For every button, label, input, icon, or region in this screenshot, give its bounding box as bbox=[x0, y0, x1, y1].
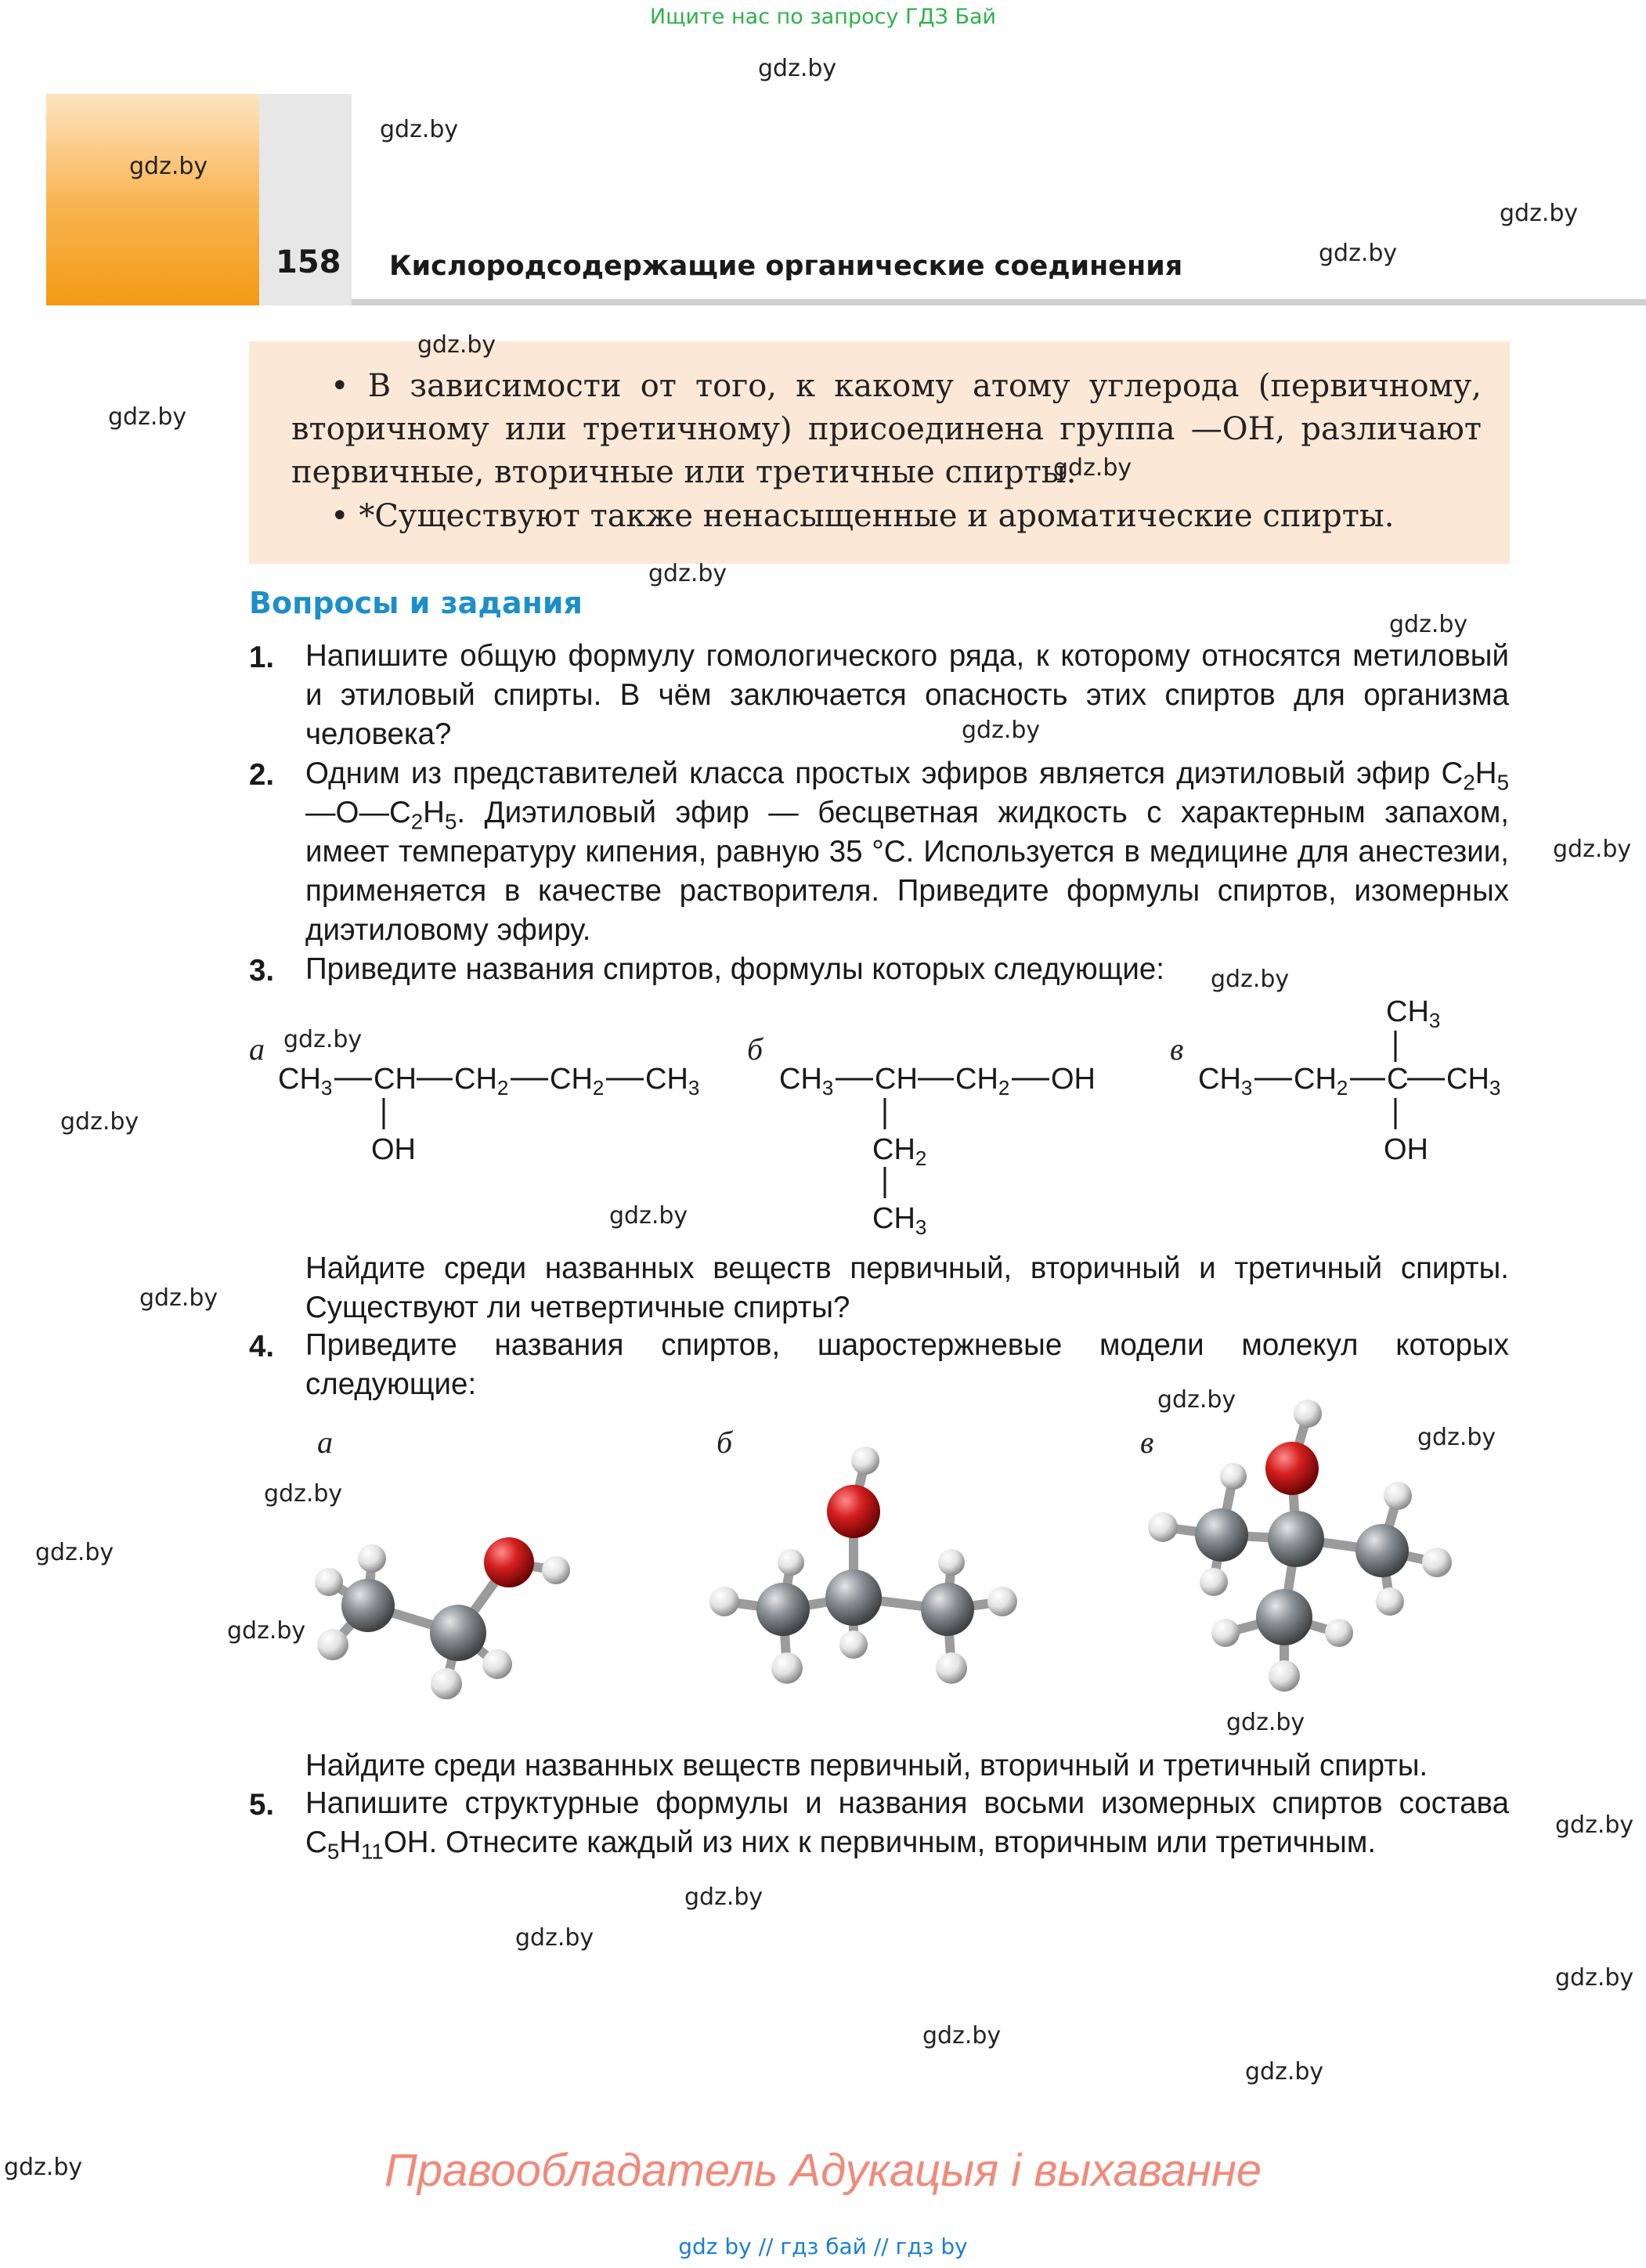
section-heading: Вопросы и задания bbox=[249, 586, 583, 620]
watermark: gdz.by bbox=[1555, 1964, 1634, 1992]
model-b-isopropanol bbox=[689, 1433, 1034, 1692]
question-3-followup: Найдите среди названных веществ первичный, вторичный и третичный спирты. Существуют ли четвертичные спирты? bbox=[305, 1251, 1509, 1324]
question-5-text: Напишите структурные формулы и названия восьми изомерных спиртов состава $C_5H_{11}OH$. Отнесите каждый из них к первичным, вторичным или третичным. bbox=[305, 1786, 1509, 1864]
pentanol-formula: $C_5H_{11}OH$ bbox=[305, 1826, 429, 1864]
watermark: gdz.by bbox=[1500, 200, 1579, 227]
header-orange-tab bbox=[46, 94, 259, 305]
question-1-text: Напишите общую формулу гомологического ряда, к которому относятся метиловый и этиловый спирты. В чём заключается опасность этих спиртов для организма человека? bbox=[305, 639, 1509, 751]
watermark: gdz.by bbox=[1319, 240, 1398, 267]
svg-text:OH: OH bbox=[371, 1133, 416, 1166]
watermark: gdz.by bbox=[1226, 1709, 1305, 1736]
watermark: gdz.by bbox=[609, 1202, 688, 1230]
watermark: gdz.by bbox=[1245, 2058, 1324, 2086]
svg-text:CH3: $CH_3$ bbox=[1386, 995, 1441, 1032]
svg-text:CH2: $CH_2$ bbox=[872, 1133, 927, 1170]
svg-text:CH2: $CH_2$ bbox=[454, 1063, 509, 1100]
watermark: gdz.by bbox=[283, 1026, 363, 1053]
watermark: gdz.by bbox=[1157, 1386, 1236, 1414]
model-c-label: в bbox=[1140, 1425, 1154, 1460]
formula-b bbox=[775, 1049, 1135, 1245]
question-4-text: Приведите названия спиртов, шаростержневые модели молекул которых следующие: bbox=[305, 1328, 1509, 1401]
svg-text:CH2: $CH_2$ bbox=[1294, 1063, 1348, 1100]
svg-text:CH: CH bbox=[875, 1063, 918, 1096]
question-number: 2. bbox=[249, 758, 275, 792]
watermark: gdz.by bbox=[60, 1108, 139, 1136]
svg-text:CH3: $CH_3$ bbox=[872, 1202, 927, 1239]
question-4-followup: Найдите среди названных веществ первичный, вторичный и третичный спирты. bbox=[305, 1749, 1428, 1782]
watermark: gdz.by bbox=[417, 331, 496, 359]
watermark: gdz.by bbox=[227, 1617, 306, 1645]
copyright-holder: Правообладатель Адукацыя і выхаванне bbox=[384, 2145, 1262, 2196]
model-a-ethanol bbox=[298, 1504, 595, 1707]
svg-text:CH2: $CH_2$ bbox=[550, 1063, 605, 1100]
watermark: gdz.by bbox=[515, 1924, 594, 1952]
model-b-label: б bbox=[717, 1425, 733, 1460]
watermark: gdz.by bbox=[758, 55, 837, 82]
question-number: 3. bbox=[249, 954, 275, 988]
svg-text:CH3: $CH_3$ bbox=[1198, 1063, 1253, 1100]
svg-text:CH: CH bbox=[374, 1063, 417, 1096]
watermark: gdz.by bbox=[4, 2154, 83, 2181]
diethyl-ether-formula: $C_2H_5—O—C_2H_5$ bbox=[305, 757, 1509, 834]
footer-links[interactable]: gdz by // гдз бай // гдз by bbox=[678, 2234, 968, 2259]
watermark: gdz.by bbox=[108, 403, 187, 431]
bullet-icon: • bbox=[330, 498, 359, 534]
svg-text:CH3: $CH_3$ bbox=[278, 1063, 333, 1100]
watermark: gdz.by bbox=[962, 717, 1041, 744]
watermark: gdz.by bbox=[264, 1480, 343, 1508]
question-3-text: Приведите названия спиртов, формулы которых следующие: bbox=[305, 952, 1165, 986]
watermark: gdz.by bbox=[648, 560, 727, 587]
question-number: 5. bbox=[249, 1788, 275, 1822]
watermark: gdz.by bbox=[1417, 1424, 1496, 1451]
watermark: gdz.by bbox=[1553, 836, 1632, 863]
question-number: 4. bbox=[249, 1330, 275, 1363]
formula-c bbox=[1194, 984, 1523, 1179]
watermark: gdz.by bbox=[1389, 611, 1468, 638]
chapter-title: Кислородсодержащие органические соединения bbox=[389, 251, 1183, 282]
watermark: gdz.by bbox=[129, 153, 208, 180]
svg-text:OH: OH bbox=[1384, 1133, 1428, 1166]
model-a-label: а bbox=[317, 1425, 333, 1460]
svg-text:OH: OH bbox=[1051, 1063, 1096, 1096]
formula-c-label: в bbox=[1170, 1031, 1184, 1067]
watermark: gdz.by bbox=[1053, 454, 1132, 482]
group: CH bbox=[278, 1063, 321, 1096]
top-banner: Ищите нас по запросу ГДЗ Бай bbox=[649, 5, 997, 29]
watermark: gdz.by bbox=[35, 1539, 114, 1566]
watermark: gdz.by bbox=[380, 116, 459, 143]
header-rule bbox=[352, 299, 1646, 305]
watermark: gdz.by bbox=[684, 1883, 763, 1911]
watermark: gdz.by bbox=[1211, 966, 1290, 993]
question-2-text: Одним из представителей класса простых эфиров является диэтиловый эфир $C_2H_5—O—C_2H_5$. Диэтиловый эфир — бесцветная жидкость с характерным запахом, имеет температуру кипения, равную 35 °С. Используется в медицине для анестезии, применяется в качестве растворителя. Приведите формулы спиртов, изомерных диэтиловому эфиру. bbox=[305, 757, 1509, 947]
svg-text:C: C bbox=[1387, 1063, 1409, 1096]
svg-text:CH2: $CH_2$ bbox=[955, 1063, 1010, 1100]
svg-text:CH3: $CH_3$ bbox=[779, 1063, 834, 1100]
watermark: gdz.by bbox=[922, 2022, 1002, 2050]
summary-point-1: • В зависимости от того, к какому атому углерода (первичному, вторичному или третичному) присоединена группа —ОН, различают первичные, вторичные или третичные спирты. bbox=[291, 368, 1482, 490]
formula-a-label: а bbox=[249, 1031, 265, 1067]
summary-point-2: • *Существуют также ненасыщенные и ароматические спирты. bbox=[330, 498, 1395, 534]
watermark: gdz.by bbox=[139, 1284, 218, 1312]
page-number: 158 bbox=[276, 244, 341, 280]
bullet-icon: • bbox=[330, 368, 368, 404]
formula-b-label: б bbox=[747, 1031, 763, 1067]
formula-a bbox=[274, 1049, 713, 1175]
watermark: gdz.by bbox=[1555, 1811, 1634, 1839]
question-number: 1. bbox=[249, 641, 275, 674]
svg-text:CH3: $CH_3$ bbox=[645, 1063, 700, 1100]
svg-text:CH3: $CH_3$ bbox=[1446, 1063, 1501, 1100]
